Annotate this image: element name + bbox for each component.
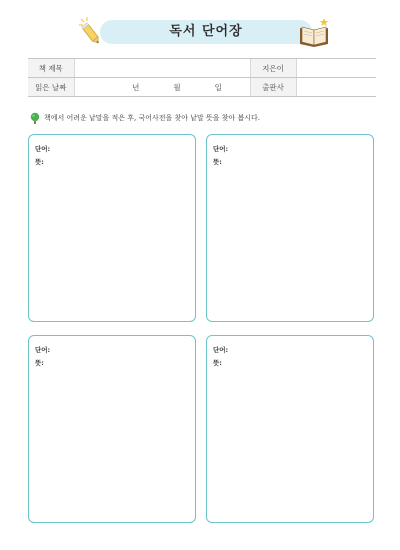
meaning-label: 뜻: <box>213 158 222 166</box>
word-card-1[interactable] <box>28 134 196 322</box>
tree-icon <box>30 112 40 124</box>
word-card-4[interactable] <box>206 335 374 523</box>
date-month-unit: 월 <box>173 82 181 92</box>
word-card-2[interactable] <box>206 134 374 322</box>
publisher-label: 출판사 <box>250 78 296 97</box>
instruction-text: 책에서 어려운 낱말을 적은 후, 국어사전을 찾아 낱말 뜻을 찾아 봅시다. <box>44 114 261 122</box>
date-year-unit: 년 <box>132 82 140 92</box>
book-title-label: 책 제목 <box>28 59 74 78</box>
word-label: 단어: <box>213 346 229 354</box>
read-date-field[interactable] <box>74 78 250 97</box>
date-day-unit: 일 <box>214 82 222 92</box>
meaning-label: 뜻: <box>35 359 44 367</box>
meaning-label: 뜻: <box>35 158 44 166</box>
book-info-row-2 <box>28 78 376 97</box>
word-label: 단어: <box>35 145 51 153</box>
meaning-label: 뜻: <box>213 359 222 367</box>
author-label: 지은이 <box>250 59 296 78</box>
open-book-icon <box>296 16 332 48</box>
word-label: 단어: <box>213 145 229 153</box>
read-date-label: 읽은 날짜 <box>28 78 74 97</box>
book-info-table <box>28 58 376 97</box>
instruction-line <box>30 112 260 124</box>
book-title-field[interactable] <box>74 59 250 78</box>
publisher-field[interactable] <box>296 78 376 97</box>
word-label: 단어: <box>35 346 51 354</box>
page-title: 독서 단어장 <box>169 24 243 39</box>
word-card-3[interactable] <box>28 335 196 523</box>
author-field[interactable] <box>296 59 376 78</box>
book-info-row-1 <box>28 59 376 78</box>
pencil-icon <box>78 16 104 46</box>
